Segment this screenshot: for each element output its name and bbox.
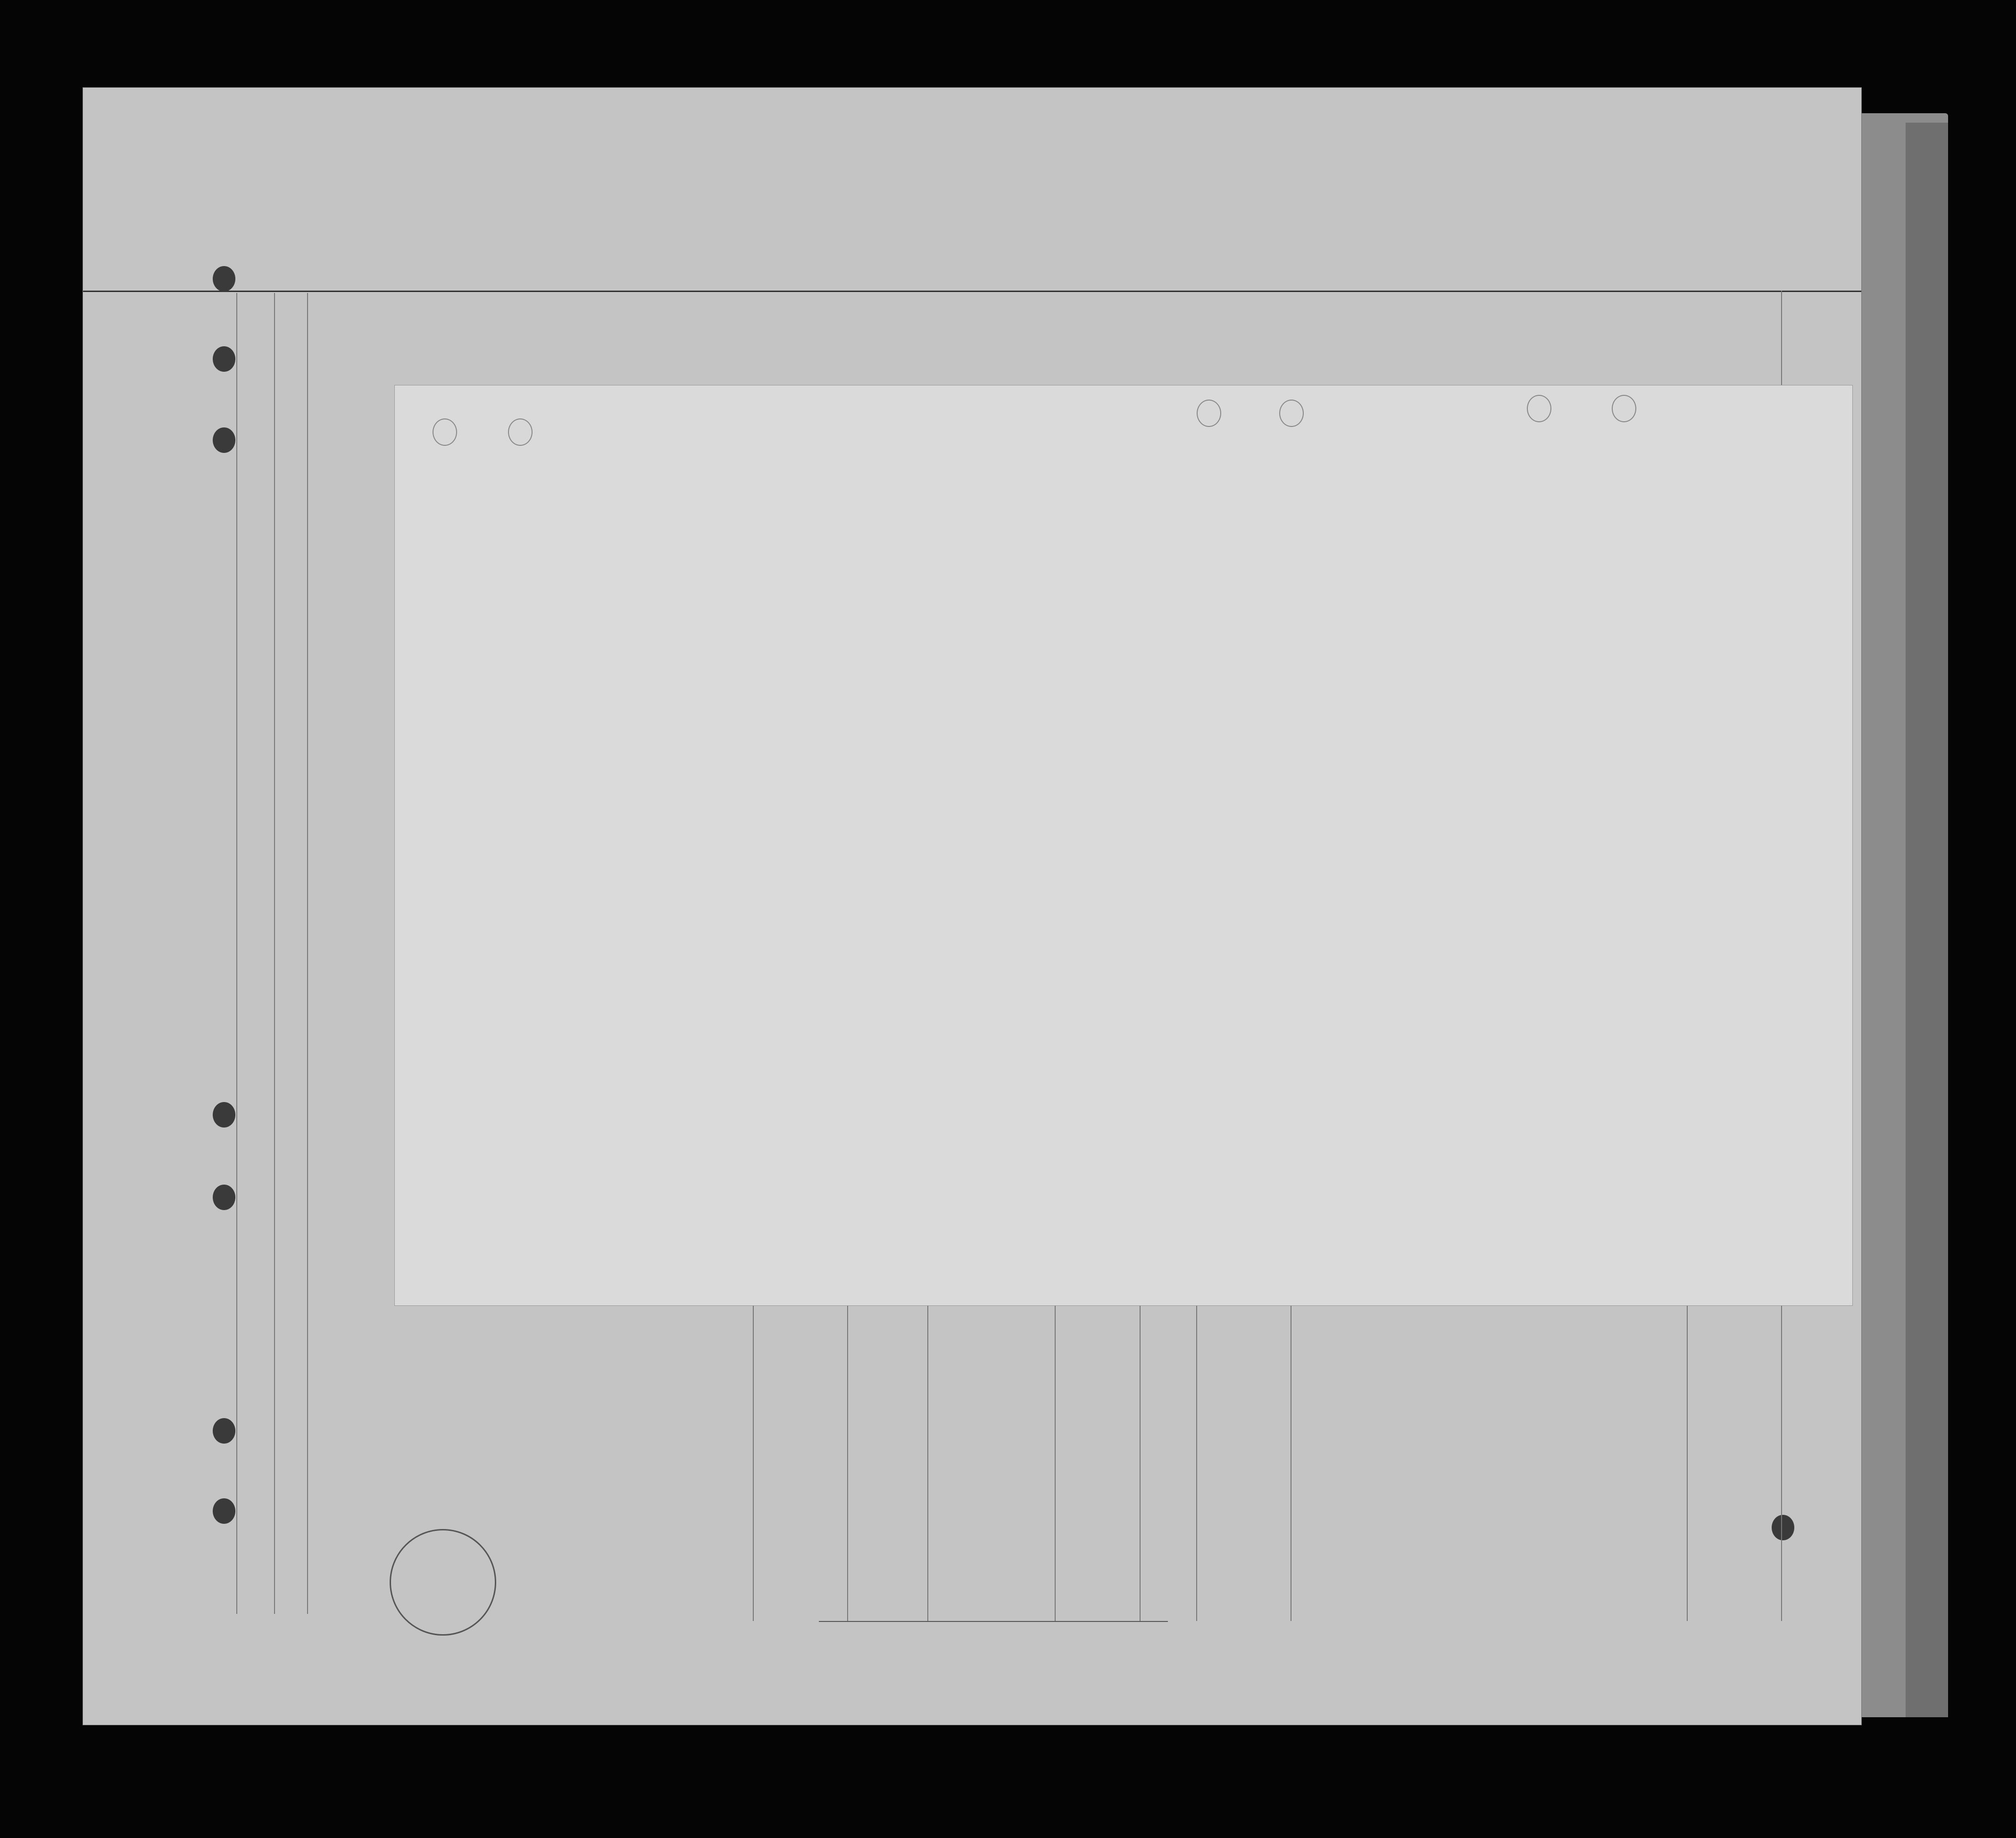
vessel-row <box>345 258 515 276</box>
punch-hole <box>213 266 235 292</box>
col-rule <box>307 293 308 1614</box>
punch-hole <box>1772 1515 1794 1540</box>
statement-left-page <box>395 385 1079 1305</box>
punch-hole <box>213 1498 235 1524</box>
punch-hole <box>213 346 235 372</box>
punch-hole <box>213 427 235 453</box>
header-rule <box>83 291 1861 292</box>
back-sheet-edge <box>1906 123 1948 1717</box>
punch-hole <box>213 1418 235 1444</box>
manifest-page <box>83 87 1862 1725</box>
statement-overlay-sheet <box>394 385 1853 1306</box>
statement-right-page <box>1119 385 1852 1305</box>
punch-hole <box>213 1102 235 1128</box>
col-rule <box>236 293 237 1614</box>
punch-hole <box>213 1185 235 1210</box>
port-seal <box>390 1529 496 1636</box>
col-rule <box>274 293 275 1614</box>
signature-line <box>819 1621 1168 1622</box>
